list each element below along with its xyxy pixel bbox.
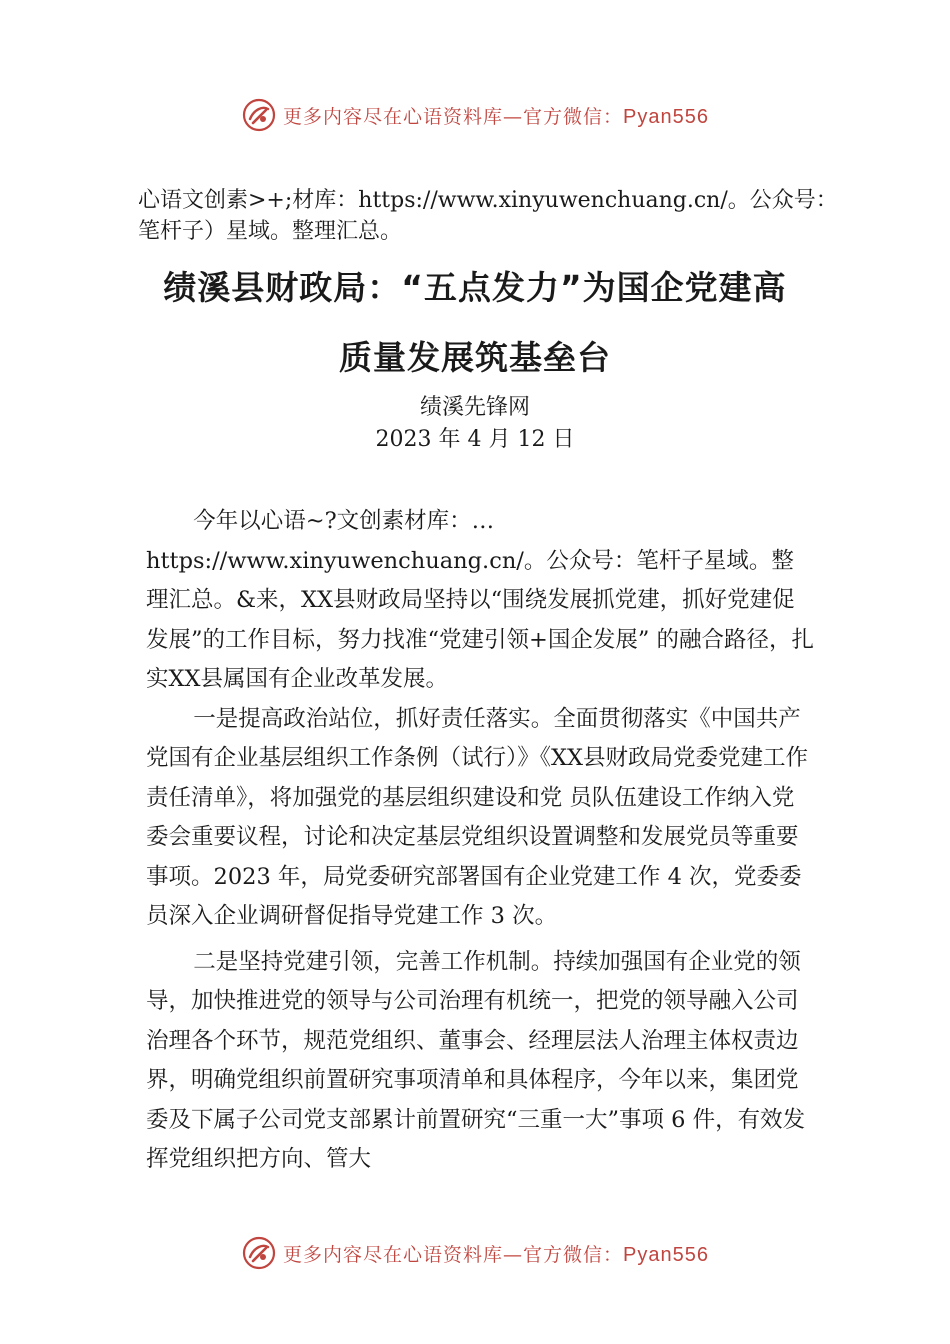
article-body bbox=[146, 502, 816, 1180]
xinyu-logo-icon bbox=[241, 1235, 277, 1271]
article-title-line-2: 质量发展筑基垒台 bbox=[339, 338, 611, 377]
paragraph: 今年以心语~?文创素材库：…https://www.xinyuwenchuang.cn/。公众号：笔杆子星域。整理汇总。&来，XX县财政局坚持以“围绕发展抓党建，抓好党建促发展”的工作目标，努力找准“党建引领+国企发展” 的融合路径，扎实XX县属国有企业改革发展。 bbox=[146, 508, 815, 692]
article-title-line-1: 绩溪县财政局：“五点发力”为国企党建高 bbox=[163, 268, 787, 307]
source-note: 心语文创素>+;材库：https://www.xinyuwenchuang.cn/。公众号：笔杆子）星域。整理汇总。 bbox=[138, 188, 838, 244]
article-date: 2023 年 4 月 12 日 bbox=[375, 427, 575, 452]
xinyu-logo-icon bbox=[241, 97, 277, 133]
article-publisher: 绩溪先锋网 bbox=[419, 395, 530, 420]
paragraph: 一是提高政治站位，抓好责任落实。全面贯彻落实《中国共产党国有企业基层组织工作条例（试行）》《XX县财政局党委党建工作责任清单》，将加强党的基层组织建设和党 员队伍建设工作纳入党委会重要议程，讨论和决定基层党组织设置调整和发展党员等重要事项。2023 年，局党委研究部署国有企业党建工作 4 次，党委委员深入企业调研督促指导党建工作 3 次。 bbox=[146, 705, 809, 929]
watermark-banner-bottom bbox=[0, 1233, 950, 1273]
paragraph: 二是坚持党建引领，完善工作机制。持续加强国有企业党的领导，加快推进党的领导与公司治理有机统一，把党的领导融入公司治理各个环节，规范党组织、董事会、经理层法人治理主体权责边界，明确党组织前置研究事项清单和具体程序，今年以来，集团党委及下属子公司党支部累计前置研究“三重一大”事项 6 件，有效发挥党组织把方向、管大 bbox=[146, 948, 806, 1172]
watermark-text: 更多内容尽在心语资料库—官方微信：Pyan556 bbox=[283, 105, 709, 128]
watermark-banner-top bbox=[0, 95, 950, 135]
watermark-text: 更多内容尽在心语资料库—官方微信：Pyan556 bbox=[283, 1243, 709, 1266]
